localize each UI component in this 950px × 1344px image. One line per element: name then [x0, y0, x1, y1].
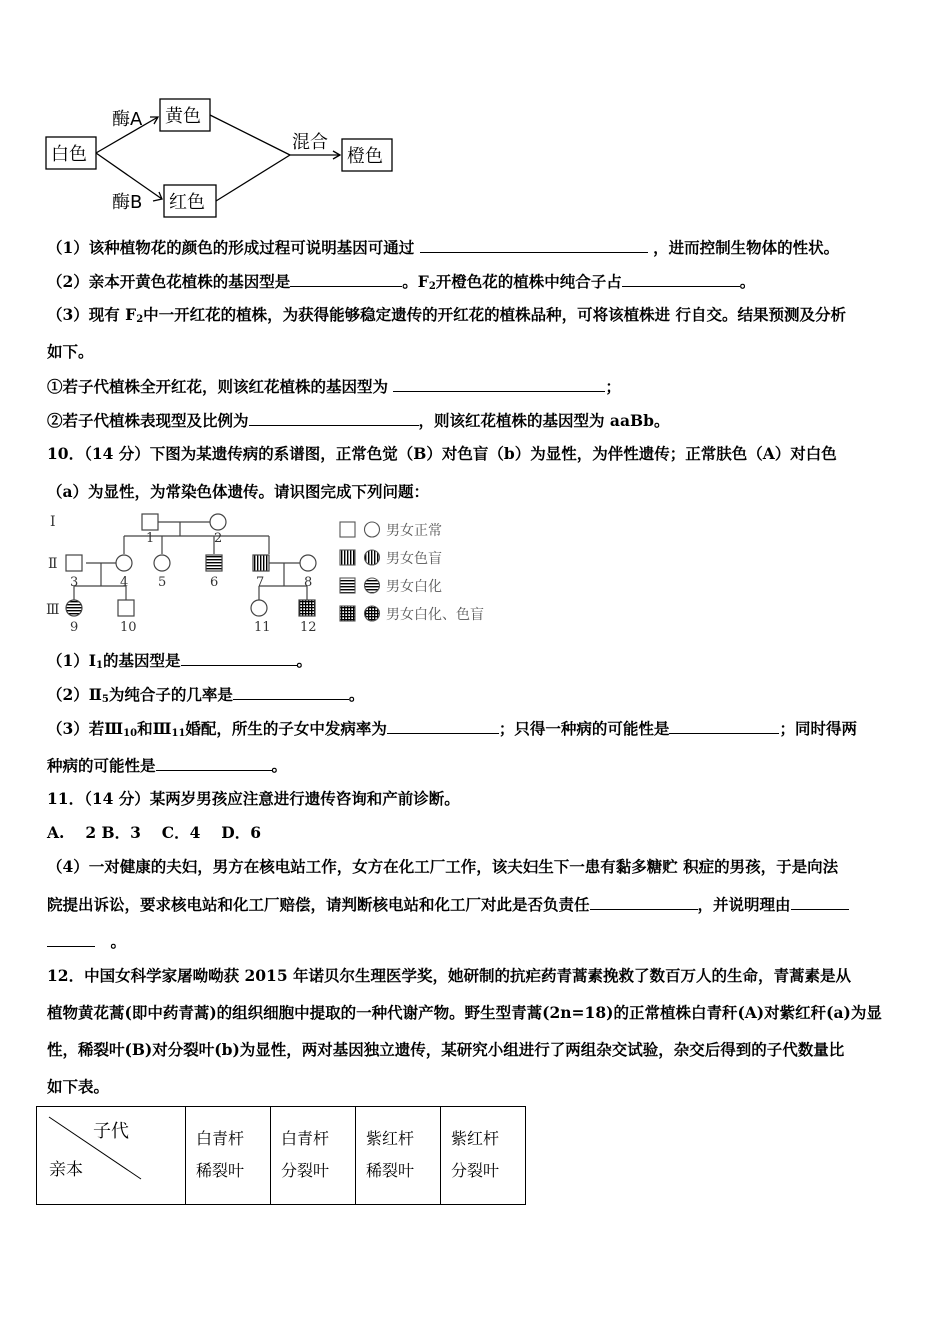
legend-normal: 男女正常 [386, 523, 442, 539]
q9-part3-cont: 如下。 [47, 342, 94, 361]
q11-intro: 11．（14 分）某两岁男孩应注意进行遗传咨询和产前诊断。 [47, 789, 460, 808]
q11-part4-cont2: 。 [47, 931, 126, 952]
q10-intro: 10．（14 分）下图为某遗传病的系谱图，正常色觉（B）对色盲（b）为显性，为伴性遗传；正常肤色（A）对白色 [47, 444, 837, 463]
q10-intro-cont: （a）为显性，为常染色体遗传。请识图完成下列问题： [47, 482, 430, 501]
answer-blank[interactable] [249, 410, 419, 426]
answer-blank[interactable] [791, 894, 849, 910]
label-white: 白色 [51, 144, 87, 165]
num-5: 5 [158, 575, 167, 590]
num-10: 10 [120, 620, 137, 635]
num-2: 2 [214, 531, 223, 546]
q9-part3-case1: ①若子代植株全开红花，则该红花植株的基因型为 ； [47, 377, 621, 396]
individual-3 [66, 555, 82, 571]
gen-label-1: Ⅰ [50, 514, 56, 530]
table-header-cell: 紫红杆 分裂叶 [441, 1107, 526, 1205]
q9-part3-case2: ②若子代植株表现型及比例为 ，则该红花植株的基因型为 aaBb。 [47, 411, 670, 430]
label-enzyme-a: 酶A [112, 109, 143, 130]
q11-part4-cont: 院提出诉讼，要求核电站和化工厂赔偿，请判断核电站和化工厂对此是否负责任 ，并说明理由 [47, 894, 849, 915]
pedigree-chart [44, 508, 504, 638]
label-orange: 橙色 [347, 146, 383, 167]
num-3: 3 [70, 575, 79, 590]
answer-blank[interactable] [622, 271, 740, 287]
corner-bottom-label: 亲本 [49, 1160, 83, 1180]
answer-blank[interactable] [156, 755, 272, 771]
num-9: 9 [70, 620, 79, 635]
q9-part3: （3）现有 $F_2$中一开红花的植株，为获得能够稳定遗传的开红花的植株品种，可将该植株进 行自交。结果预测及分析 [47, 305, 847, 325]
q12-p1: 12．中国女科学家屠呦呦获 2015 年诺贝尔生理医学奖，她研制的抗疟药青蒿素挽救了数百万人的生命，青蒿素是从 [47, 966, 852, 985]
q10-part3: （3）若$Ⅲ_{10}$和$Ⅲ_{11}$婚配，所生的子女中发病率为 ；只得一种病的可能性是 ；同时得两 [47, 719, 857, 739]
q10-part2: $(2)Ⅱ_5$为纯合子的几率是 。 [47, 685, 365, 705]
table-header-cell: 白青杆 分裂叶 [271, 1107, 356, 1205]
answer-blank[interactable] [233, 684, 349, 700]
num-7: 7 [256, 575, 265, 590]
q10-part3-cont: 种病的可能性是 。 [47, 756, 288, 775]
individual-5 [154, 555, 170, 571]
answer-blank[interactable] [387, 718, 499, 734]
label-red: 红色 [169, 192, 205, 213]
q11-options: A. 2 B．3 C．4 D．6 [47, 823, 262, 842]
label-yellow: 黄色 [165, 106, 201, 127]
individual-8 [300, 555, 316, 571]
num-1: 1 [146, 531, 155, 546]
q10-part1: $(1)Ⅰ_1$的基因型是 。 [47, 651, 313, 671]
q12-p3: 性，稀裂叶(B)对分裂叶(b)为显性，两对基因独立遗传，某研究小组进行了两组杂交试验，杂交后得到的子代数量比 [47, 1040, 845, 1059]
cross-results-table [36, 1106, 526, 1205]
q11-part4: （4）一对健康的夫妇，男方在核电站工作，女方在化工厂工作，该夫妇生下一患有黏多糖贮 积症的男孩，于是向法 [47, 857, 839, 876]
label-mix: 混合 [292, 132, 328, 153]
individual-1 [142, 514, 158, 530]
q9-part1: （1）该种植物花的颜色的形成过程可说明基因可通过 ，进而控制生物体的性状。 [47, 238, 840, 257]
gen-label-3: Ⅲ [46, 602, 60, 618]
flow-diagram [40, 95, 400, 225]
num-11: 11 [254, 620, 271, 635]
legend-colorblind: 男女色盲 [386, 551, 442, 567]
table-header-cell: 白青杆 稀裂叶 [186, 1107, 271, 1205]
q9-part2: （2）亲本开黄色花植株的基因型是 。$F_2$开橙色花的植株中纯合子占 。 [47, 272, 756, 292]
answer-blank[interactable] [290, 271, 402, 287]
individual-10 [118, 600, 134, 616]
answer-blank[interactable] [669, 718, 779, 734]
num-6: 6 [210, 575, 219, 590]
legend-albino: 男女白化 [386, 579, 442, 595]
individual-9 [66, 600, 82, 616]
gen-label-2: Ⅱ [48, 556, 58, 572]
table-header-cell: 紫红杆 稀裂叶 [356, 1107, 441, 1205]
q12-p4: 如下表。 [47, 1077, 110, 1096]
individual-7 [253, 555, 269, 571]
individual-4 [116, 555, 132, 571]
individual-6 [206, 555, 222, 571]
answer-blank[interactable] [590, 894, 698, 910]
num-8: 8 [304, 575, 313, 590]
individual-11 [251, 600, 267, 616]
individual-12 [299, 600, 315, 616]
num-12: 12 [300, 620, 317, 635]
label-enzyme-b: 酶B [112, 192, 143, 213]
legend-albino-colorblind: 男女白化、色盲 [386, 607, 484, 623]
individual-2 [210, 514, 226, 530]
q12-p2: 植物黄花蒿(即中药青蒿)的组织细胞中提取的一种代谢产物。野生型青蒿(2n=18)的正常植株白青秆(A)对紫红秆(a)为显 [47, 1003, 882, 1022]
corner-top-label: 子代 [93, 1121, 129, 1142]
answer-blank[interactable] [420, 237, 648, 253]
num-4: 4 [120, 575, 129, 590]
answer-blank[interactable] [393, 376, 605, 392]
table-corner-cell [37, 1107, 186, 1205]
answer-blank[interactable] [47, 931, 95, 947]
answer-blank[interactable] [181, 650, 297, 666]
